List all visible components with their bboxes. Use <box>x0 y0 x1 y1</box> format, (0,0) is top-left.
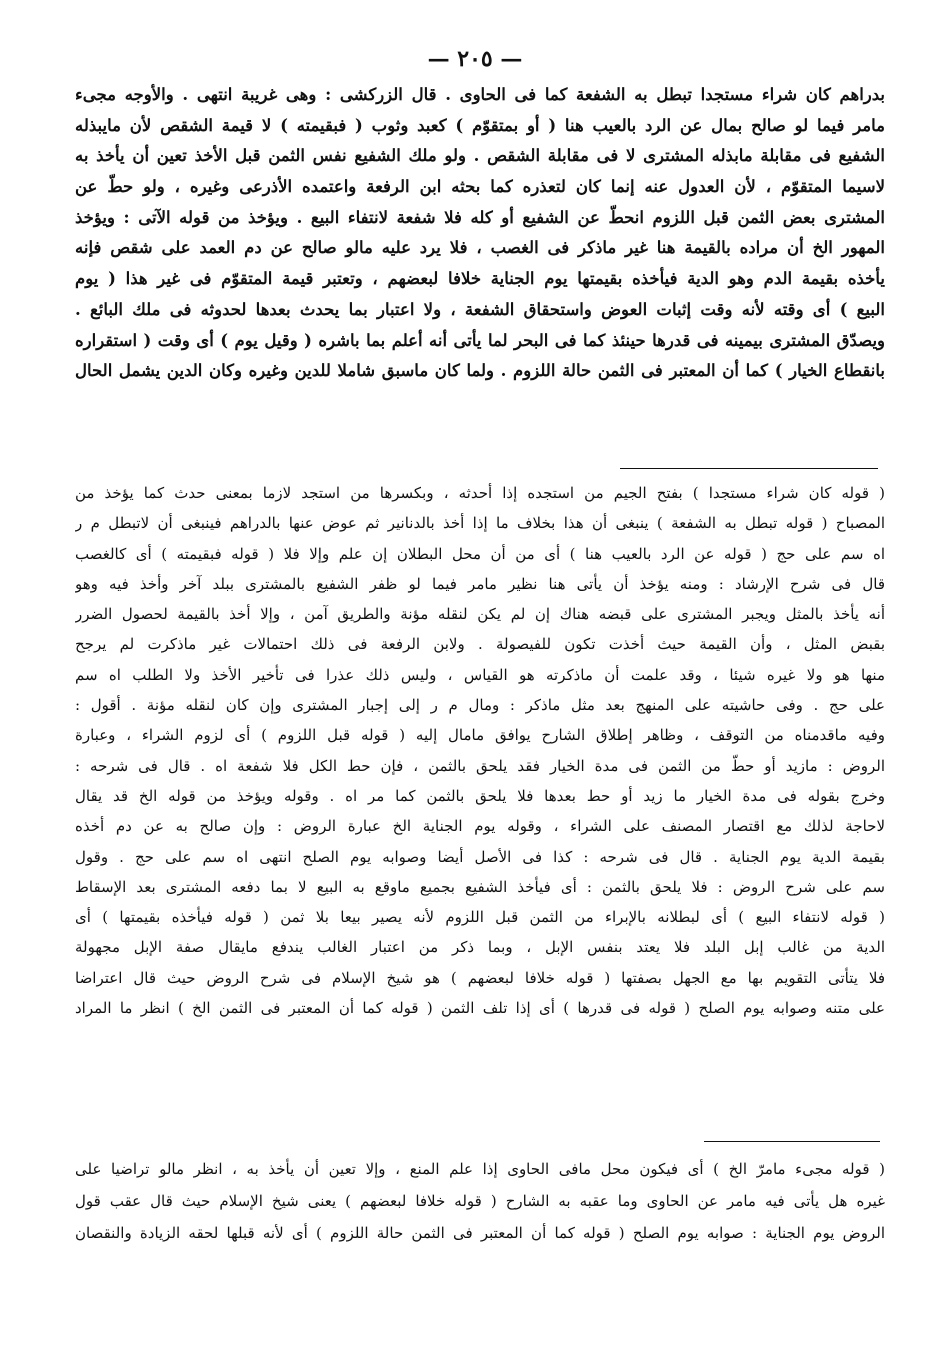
main-text-line: الشفيع فى مقابلة مابذله المشترى لا فى مقابلة الشقص . ولو ملك الشفيع نفس الثمن قبل الأخذ تعين أن يأخذ به <box>75 146 885 166</box>
footnote-line: قال فى شرح الإرشاد : ومنه يؤخذ أن يأتى هنا نظير مامر فيما لو ظفر الشفيع بالمشترى ببلد آخر وأخذ فيه وهو <box>75 574 885 593</box>
footnote-line: لاحاجة لذلك مع اقتصار المصنف على الشراء ، وقوله يوم الجناية الخ عبارة الروض : وإن صالح به عن دم أخذه <box>75 817 885 836</box>
footnote-line: الروض يوم الجناية : صوابه يوم الصلح ( قوله كما أن المعتبر فى الثمن حالة اللزوم ) أى لأنه قبلها لحقه الزيادة والنقصان <box>75 1224 885 1242</box>
main-text-line: يأخذه بقيمة الدم وهو الدية فيأخذه بقيمتها يوم الجناية خلافا لبعضهم ، وتعتبر قيمة المتقوّم فى غير هذا ( يوم <box>75 269 885 289</box>
footnote-line: الروض : مازيد أو حطّ من الثمن فى مدة الخيار فقد يلحق بالثمن ، فإن حط الكل فلا شفعة اه . قال فى شرحه : <box>75 756 885 775</box>
main-text-line: مامر فيما لو صالح بمال عن الرد بالعيب هنا ( أو بمتقوّم ) كعبد وثوب ( فبقيمته ) لا قيمة الشقص لأن مايبذله <box>75 115 885 135</box>
footnote-line: أنه يأخذ بالمثل ويجبر المشترى على قبضه هناك إن لم يكن لنقله مؤنة والطريق آمن ، وإلا أخذ بالقيمة لحصول الضرر <box>75 605 885 624</box>
page-number: — ٢٠٥ — <box>427 46 523 72</box>
footnote-line: على متنه وصوابه يوم الصلح ( قوله فى قدرها ) أى إذا تلف الثمن ( قوله كما أن المعتبر فى الثمن الخ ) انظر ما المراد <box>75 999 885 1018</box>
footnote-line: فلا يتأتى التقويم بها مع الجهل بصفتها ( قوله خلافا لبعضهم ) هو شيخ الإسلام فى شرح الروض حيث قال اعتراضا <box>75 968 885 987</box>
footnote-line: بقبض المثل ، وأن القيمة حيث أخذت تكون للفيصولة . ولابن الرفعة فى ذلك احتمالات غير ماذكرت لم يرجح <box>75 635 885 654</box>
footnote-line: ( قوله مجىء مامرّ الخ ) أى فيكون محل مافى الحاوى إذا علم المنع ، وإلا تعين أن يأخذ به ، انظر مالو تراضيا على <box>75 1160 885 1178</box>
footnote-line: وفيه ماقدمناه من التوقف ، وظاهر إطلاق الشارح يوافق مامال إليه ( قوله قبل اللزوم ) أى لزوم الشراء ، وعبارة <box>75 726 885 745</box>
footnote-line: اه سم على حج ( قوله عن الرد بالعيب هنا ) أى من أن محل البطلان إن علم وإلا فلا ( قوله فبقيمته ) أى كالغصب <box>75 544 885 563</box>
main-text-line: المهور الخ أن مراده بالقيمة هنا غير ماذكر فى الغصب ، فلا يرد عليه مالو صالح عن دم العمد على شقص فإنه <box>75 238 885 258</box>
footnote-line: على حج . وفى حاشيته على المنهج بعد مثل ماذكر : ومال م ر إلى إجبار المشترى وإن كان لنقله مؤنة . أقول : <box>75 696 885 715</box>
footnote-line: وخرج بقوله فى مدة الخيار ما زيد أو حط بعدها فلا يلحق بالثمن كما مر اه . وقوله ويؤخذ من قوله الخ قد يقال <box>75 786 885 805</box>
footnote-line: المصباح ( قوله تبطل به الشفعة ) ينبغى أن هذا بخلاف ما إذا أخذ بالدنانير ثم عوض عنها بالدراهم فينبغى أن لاتبطل م ر <box>75 514 885 533</box>
main-text-line: لاسيما المتقوّم ، لأن العدول عنه إنما كان لتعذره كما بحثه ابن الرفعة واعتمده الأذرعى وغيره ، ولو حطّ عن <box>75 177 885 197</box>
main-text-line: بانقطاع الخيار ) كما أن المعتبر فى الثمن حالة اللزوم . ولما كان ماسبق شاملا للدين وغيره وكان الدين يشمل الحال <box>75 361 885 381</box>
footnote-line: بقيمة الدية يوم الجناية . قال فى شرحه : كذا فى الأصل أيضا وصوابه يوم الصلح انتهى اه سم على حج . وقول <box>75 847 885 866</box>
footnote-line: ( قوله لانتفاء البيع ) أى لبطلانه بالإبراء من الثمن قبل اللزوم لأنه يصير بيعا بلا ثمن ( قوله فيأخذه بقيمتها ) أى <box>75 908 885 927</box>
footnote-line: الدية من غالب إبل البلد فلا يعتد بنفس الإبل ، وبما ذكر من اعتبار الغالب يندفع مايقال صفة الإبل مجهولة <box>75 938 885 957</box>
footnote-line: سم على شرح الروض : فلا يلحق بالثمن : أى فيأخذ الشفيع بجميع ماوقع به البيع لا بما دفعه المشترى بعد الإسقاط <box>75 877 885 896</box>
main-text-line: ويصدّق المشترى بيمينه فى قدرها حينئذ كما فى البحر لما يأتى أنه أعلم بما باشره ( وقيل يوم ) أى وقت ( استقراره <box>75 330 885 350</box>
footnotes-commentary-2 <box>75 1153 885 1249</box>
main-text-line: المشترى بعض الثمن قبل اللزوم انحطّ عن الشفيع أو كله فلا شفعة لانتفاء البيع . ويؤخذ من قوله الآتى : ويؤخذ <box>75 207 885 227</box>
footnotes-commentary-1 <box>75 478 885 1023</box>
footnote-line: غيره هل يأتى فيه مامر عن الحاوى وما عقبه به الشارح ( قوله خلافا لبعضهم ) يعنى شيخ الإسلام حيث قال عقب قول <box>75 1192 885 1210</box>
main-text-line: بدراهم كان شراء مستجدا تبطل به الشفعة كما فى الحاوى . قال الزركشى : وهى غريبة انتهى . والأوجه مجىء <box>75 85 885 104</box>
footnote-divider-1 <box>620 468 878 469</box>
main-text-line: البيع ) أى وقته لأنه وقت إثبات العوض واستحقاق الشفعة ، ولا اعتبار بما يحدث بعدها لحدوثه فى ملك البائع . <box>75 299 885 319</box>
main-text <box>75 80 885 387</box>
footnote-line: ( قوله كان شراء مستجدا ) بفتح الجيم من استجده إذا أحدثه ، وبكسرها من استجد لازما بمعنى حدث كما يؤخذ من <box>75 484 885 502</box>
footnote-line: منها هو ولا غيره شيئا ، وقد علمت أن ماذكرته هو القياس ، وليس ذلك عذرا فى تأخير الأخذ ولا الطلب اه سم <box>75 665 885 684</box>
footnote-divider-2 <box>704 1141 880 1142</box>
